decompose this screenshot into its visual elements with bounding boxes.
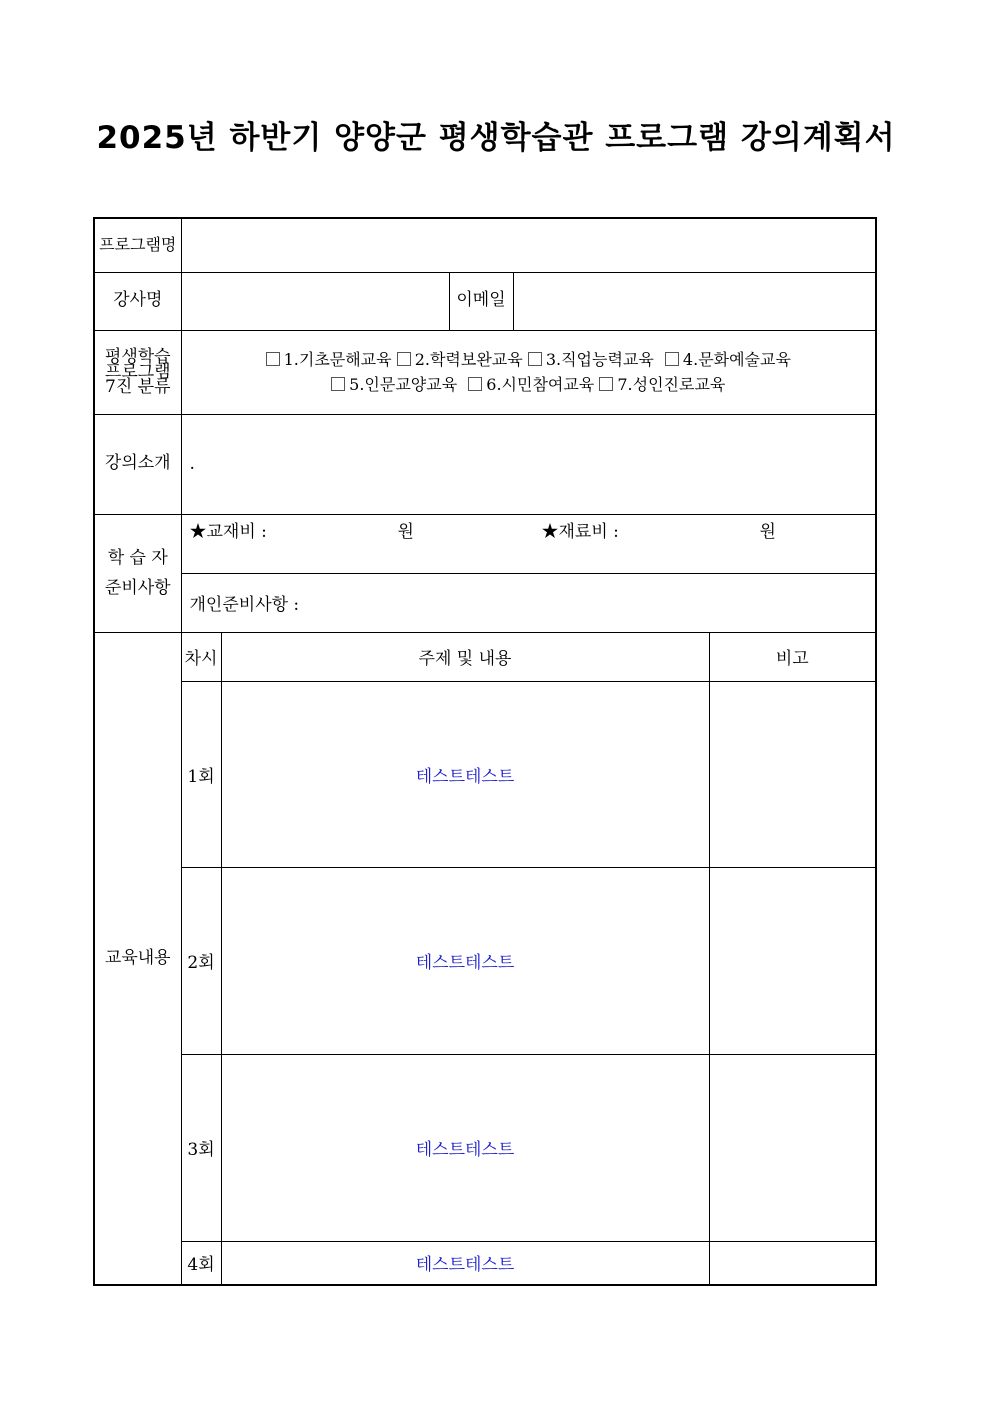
checkbox-icon[interactable] [397,352,411,366]
session-note[interactable] [709,681,876,867]
session-topic[interactable]: 테스트테스트 [221,1054,709,1241]
session-topic[interactable]: 테스트테스트 [221,1241,709,1285]
learner-prep-label: 학 습 자 준비사항 [94,514,181,632]
classification-option[interactable]: 4.문화예술교육 [665,350,791,369]
page-title: 2025년 하반기 양양군 평생학습관 프로그램 강의계획서 [96,120,896,156]
instructor-field[interactable] [181,272,449,330]
session-note[interactable] [709,867,876,1054]
classification-option[interactable]: 1.기초문해교육 [266,350,392,369]
program-name-field[interactable] [181,218,876,272]
session-note[interactable] [709,1054,876,1241]
session-number: 4회 [181,1241,221,1285]
classification-option[interactable]: 3.직업능력교육 [528,350,654,369]
topic-header: 주제 및 내용 [221,632,709,681]
checkbox-icon[interactable] [468,377,482,391]
classification-option[interactable]: 5.인문교양교육 [331,375,457,394]
session-number: 3회 [181,1054,221,1241]
table-row [94,1054,876,1241]
material-won: 원 [759,521,776,542]
classification-option[interactable]: 2.학력보완교육 [397,350,523,369]
table-row [94,681,876,867]
material-cost-label: ★재료비 : [541,521,619,542]
classification-row-2 [182,372,876,397]
classification-option[interactable]: 6.시민참여교육 [468,375,594,394]
personal-prep-field[interactable]: 개인준비사항 : [181,573,876,632]
email-label: 이메일 [449,272,513,330]
classification-label: 평생학습 프로그램 7진 분류 [94,330,181,414]
intro-label: 강의소개 [94,414,181,514]
session-header: 차시 [181,632,221,681]
session-topic[interactable]: 테스트테스트 [221,681,709,867]
classification-options [181,330,876,414]
session-number: 2회 [181,867,221,1054]
education-content-label: 교육내용 [94,632,181,1285]
checkbox-icon[interactable] [665,352,679,366]
program-name-label: 프로그램명 [94,218,181,272]
email-field[interactable] [513,272,876,330]
session-topic[interactable]: 테스트테스트 [221,867,709,1054]
classification-row-1 [182,347,876,372]
checkbox-icon[interactable] [599,377,613,391]
checkbox-icon[interactable] [266,352,280,366]
instructor-label: 강사명 [94,272,181,330]
intro-field[interactable]: . [181,414,876,514]
lecture-plan-table [93,217,877,1286]
cost-row [181,514,876,573]
table-row [94,867,876,1054]
session-note[interactable] [709,1241,876,1285]
checkbox-icon[interactable] [331,377,345,391]
note-header: 비고 [709,632,876,681]
table-row [94,1241,876,1285]
checkbox-icon[interactable] [528,352,542,366]
textbook-cost-label: ★교재비 : [189,521,267,542]
textbook-won: 원 [397,521,414,542]
session-number: 1회 [181,681,221,867]
classification-option[interactable]: 7.성인진로교육 [599,375,725,394]
